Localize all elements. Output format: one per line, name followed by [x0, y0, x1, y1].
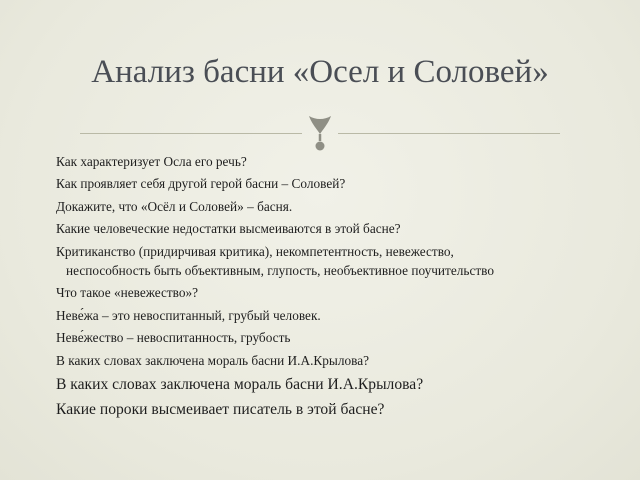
- body-line-8: Неве́жество – невоспитанность, грубость: [56, 330, 291, 346]
- body-line-1: Как характеризует Осла его речь?: [56, 154, 247, 169]
- body-line-9: В каких словах заключена мораль басни И.А.Крылова?: [56, 352, 370, 368]
- body-line-2: Как проявляет себя другой герой басни – Соловей?: [56, 176, 346, 192]
- body-line-4: Какие человеческие недостатки высмеиваются в этой басне?: [56, 221, 401, 237]
- body-line-5: [56, 241, 616, 283]
- body-line-3: Докажите, что «Осёл и Соловей» – басня.: [56, 198, 293, 214]
- body-line-11: Какие пороки высмеивает писатель в этой басне?: [56, 401, 385, 419]
- slide-body: [56, 151, 616, 422]
- body-line-10: В каких словах заключена мораль басни И.А.Крылова?: [56, 376, 424, 394]
- body-line-5-continuation: неспособность быть объективным, глупость, необъективное поучительство: [66, 263, 494, 279]
- body-line-5-first: Критиканство (придирчивая критика), некомпетентность, невежество,: [56, 243, 454, 259]
- body-line-6: Что такое «невежество»?: [56, 285, 199, 301]
- body-line-7: Неве́жа – это невоспитанный, грубый человек.: [56, 307, 321, 323]
- fleur-ornament-icon: [306, 114, 334, 154]
- divider-right: [338, 133, 560, 134]
- divider-left: [80, 133, 302, 134]
- slide-title: Анализ басни «Осел и Соловей»: [91, 54, 549, 90]
